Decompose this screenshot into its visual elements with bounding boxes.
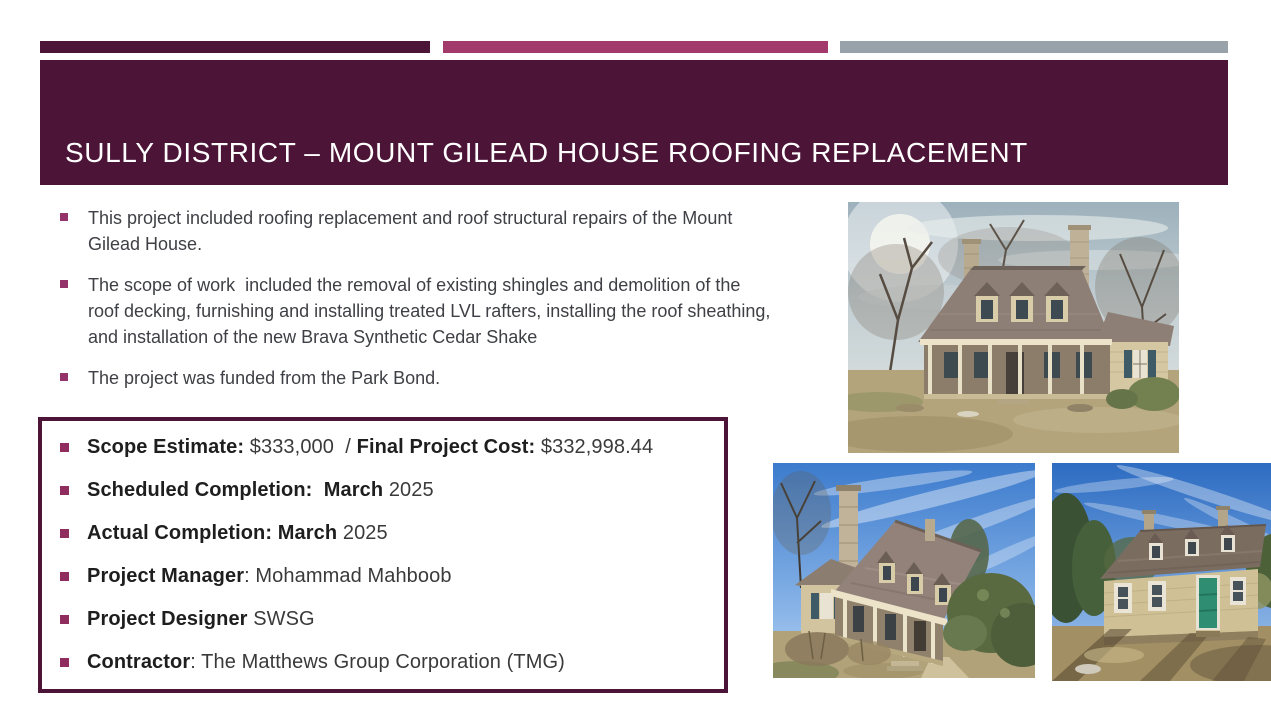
house-photo-angle-illustration: [773, 463, 1035, 678]
content-bullet-list: [60, 205, 776, 406]
details-item-text: Project Manager: Mohammad Mahboob: [87, 565, 452, 587]
details-item: [60, 650, 724, 693]
content-bullet-item: [60, 205, 772, 257]
house-photo-angle: [773, 463, 1035, 678]
accent-bar-gray: [840, 41, 1228, 53]
details-item: [60, 435, 724, 478]
accent-bar-magenta: [443, 41, 828, 53]
details-item: [60, 607, 724, 650]
details-item-text: Contractor: The Matthews Group Corporation (TMG): [87, 651, 565, 673]
details-item: [60, 564, 724, 607]
details-item: [60, 521, 724, 564]
details-item-text: Actual Completion: March 2025: [87, 522, 388, 544]
bullet-square-icon: [60, 280, 68, 288]
bullet-square-icon: [60, 443, 69, 452]
house-photo-rear-illustration: [1052, 463, 1271, 681]
slide-title: SULLY DISTRICT – MOUNT GILEAD HOUSE ROOFING REPLACEMENT: [65, 137, 1028, 168]
details-item: [60, 478, 724, 521]
bullet-square-icon: [60, 529, 69, 538]
title-bar: [40, 60, 1228, 185]
content-bullet-text: The scope of work included the removal of existing shingles and demolition of the roof decking, furnishing and installing treated LVL rafters, installing the roof sheathing, and installation of the new Brava Synthetic Cedar Shake: [88, 275, 776, 347]
house-photo-front-illustration: [848, 202, 1179, 453]
bullet-square-icon: [60, 615, 69, 624]
accent-bar-maroon: [40, 41, 430, 53]
content-bullet-item: [60, 365, 772, 391]
details-item-text: Scope Estimate: $333,000 / Final Project Cost: $332,998.44: [87, 436, 654, 458]
house-photo-rear: [1052, 463, 1271, 681]
details-item-text: Project Designer SWSG: [87, 608, 315, 630]
bullet-square-icon: [60, 213, 68, 221]
bullet-square-icon: [60, 658, 69, 667]
bullet-square-icon: [60, 486, 69, 495]
details-item-text: Scheduled Completion: March 2025: [87, 479, 434, 501]
content-bullet-item: [60, 272, 776, 350]
bullet-square-icon: [60, 572, 69, 581]
house-photo-front: [848, 202, 1179, 453]
content-bullet-text: This project included roofing replacement and roof structural repairs of the Mount Gilead House.: [88, 208, 738, 254]
bullet-square-icon: [60, 373, 68, 381]
project-details-box: [38, 417, 728, 693]
content-bullet-text: The project was funded from the Park Bond.: [88, 368, 441, 388]
